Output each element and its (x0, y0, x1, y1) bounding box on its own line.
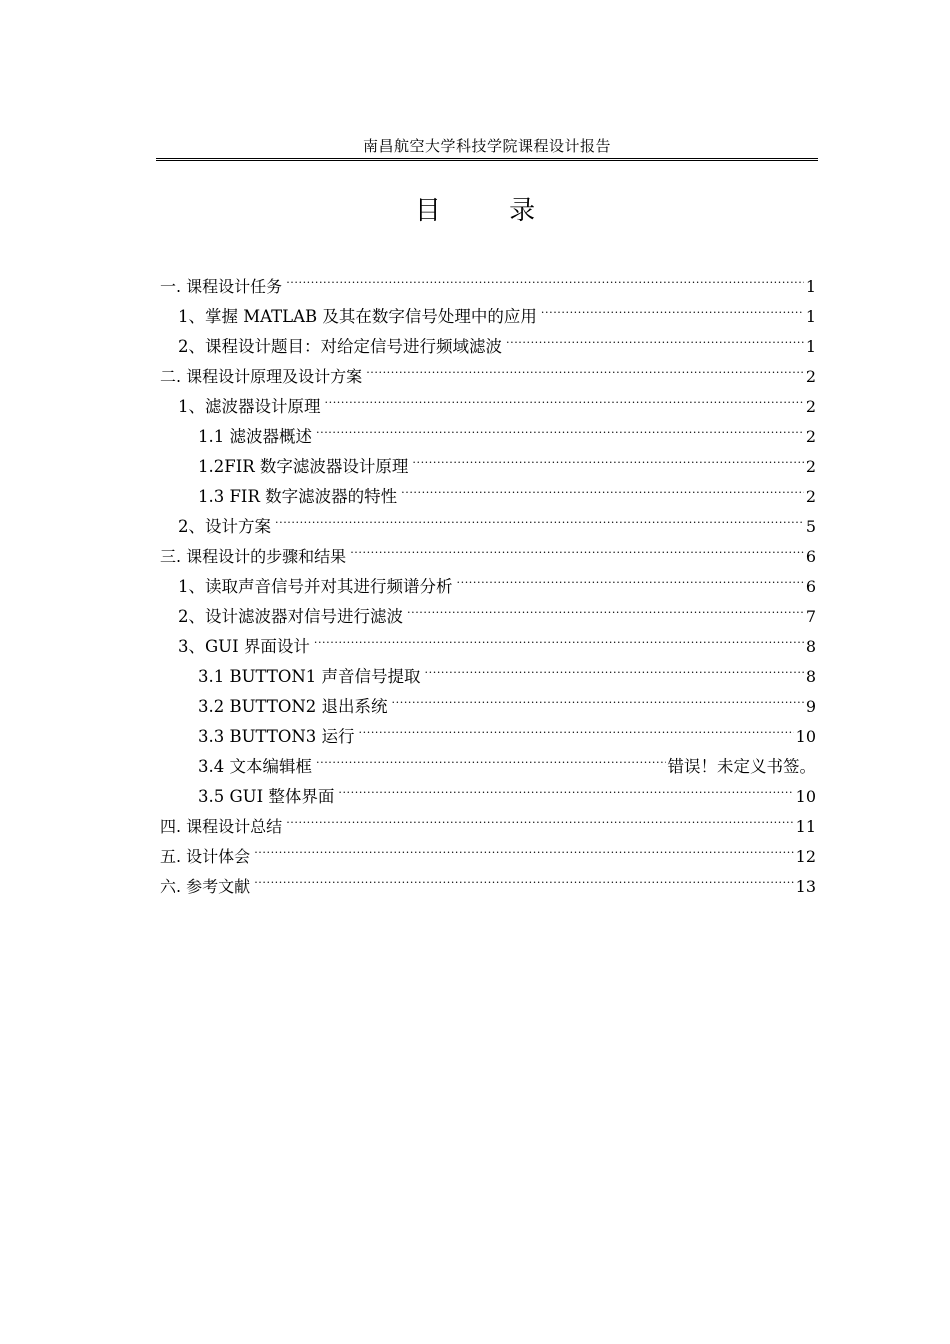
toc-title: 目 录 (414, 196, 566, 226)
toc-entry-page: 10 (795, 787, 816, 806)
toc-entry-page: 1 (805, 307, 816, 326)
toc-entry-page: 2 (805, 367, 816, 386)
toc-dot-leader (314, 622, 804, 652)
toc-entry-label: 3.1 BUTTON1 声音信号提取 (198, 667, 421, 686)
toc-entry-page: 2 (805, 487, 816, 506)
toc-entry-page: 1 (805, 277, 816, 296)
toc-entry-page: 2 (805, 457, 816, 476)
page-header: 南昌航空大学科技学院课程设计报告 (362, 137, 611, 155)
toc-entry-page: 7 (805, 607, 816, 626)
toc-entry[interactable] (160, 832, 816, 866)
toc-dot-leader (366, 352, 804, 382)
toc-entry-label: 1.3 FIR 数字滤波器的特性 (198, 487, 398, 506)
toc-dot-leader (392, 682, 804, 712)
toc-entry-page: 错误！未定义书签。 (667, 757, 816, 776)
toc-dot-leader (359, 712, 794, 742)
toc-entry-label: 2、设计滤波器对信号进行滤波 (178, 607, 403, 626)
toc-entry-label: 3.3 BUTTON3 运行 (198, 727, 355, 746)
header-rule (156, 158, 818, 161)
toc-entry-label: 1.2FIR 数字滤波器设计原理 (198, 457, 409, 476)
toc-entry-page: 13 (795, 877, 816, 896)
toc-entry-label: 1、滤波器设计原理 (178, 397, 321, 416)
toc-entry-label: 2、课程设计题目：对给定信号进行频域滤波 (178, 337, 502, 356)
toc-dot-leader (350, 532, 804, 562)
toc-dot-leader (286, 802, 793, 832)
toc-dot-leader (286, 262, 804, 292)
table-of-contents (160, 262, 816, 896)
toc-entry-label: 1.1 滤波器概述 (198, 427, 312, 446)
toc-entry-page: 2 (805, 427, 816, 446)
toc-entry-label: 一. 课程设计任务 (160, 277, 283, 296)
toc-dot-leader (412, 442, 803, 472)
toc-dot-leader (316, 412, 804, 442)
toc-dot-leader (254, 832, 793, 862)
toc-entry-label: 五. 设计体会 (160, 847, 251, 866)
toc-dot-leader (254, 862, 793, 892)
toc-entry-label: 二. 课程设计原理及设计方案 (160, 367, 363, 386)
toc-entry-page: 6 (805, 577, 816, 596)
toc-entry-label: 3.2 BUTTON2 退出系统 (198, 697, 388, 716)
toc-dot-leader (275, 502, 804, 532)
toc-entry-page: 5 (805, 517, 816, 536)
toc-dot-leader (425, 652, 804, 682)
toc-entry-page: 8 (805, 667, 816, 686)
toc-dot-leader (338, 772, 793, 802)
toc-entry[interactable] (160, 862, 816, 896)
toc-entry-page: 9 (805, 697, 816, 716)
toc-entry-page: 1 (805, 337, 816, 356)
toc-entry-label: 三. 课程设计的步骤和结果 (160, 547, 347, 566)
toc-entry-page: 2 (805, 397, 816, 416)
toc-entry-label: 四. 课程设计总结 (160, 817, 283, 836)
toc-dot-leader (407, 592, 804, 622)
toc-entry-label: 3、GUI 界面设计 (178, 637, 310, 656)
toc-entry-page: 6 (805, 547, 816, 566)
toc-dot-leader (401, 472, 804, 502)
toc-entry-label: 1、读取声音信号并对其进行频谱分析 (178, 577, 453, 596)
toc-entry-page: 11 (795, 817, 816, 836)
toc-entry-label: 六. 参考文献 (160, 877, 251, 896)
toc-dot-leader (541, 292, 804, 322)
toc-dot-leader (506, 322, 804, 352)
toc-entry-page: 12 (795, 847, 816, 866)
toc-dot-leader (316, 742, 666, 772)
toc-dot-leader (325, 382, 804, 412)
toc-entry-label: 3.4 文本编辑框 (198, 757, 312, 776)
toc-entry[interactable] (160, 262, 816, 296)
toc-entry-page: 10 (795, 727, 816, 746)
toc-entry-label: 3.5 GUI 整体界面 (198, 787, 335, 806)
toc-entry-label: 2、设计方案 (178, 517, 271, 536)
toc-entry-page: 8 (805, 637, 816, 656)
toc-entry-label: 1、掌握 MATLAB 及其在数字信号处理中的应用 (178, 307, 537, 326)
toc-dot-leader (457, 562, 804, 592)
